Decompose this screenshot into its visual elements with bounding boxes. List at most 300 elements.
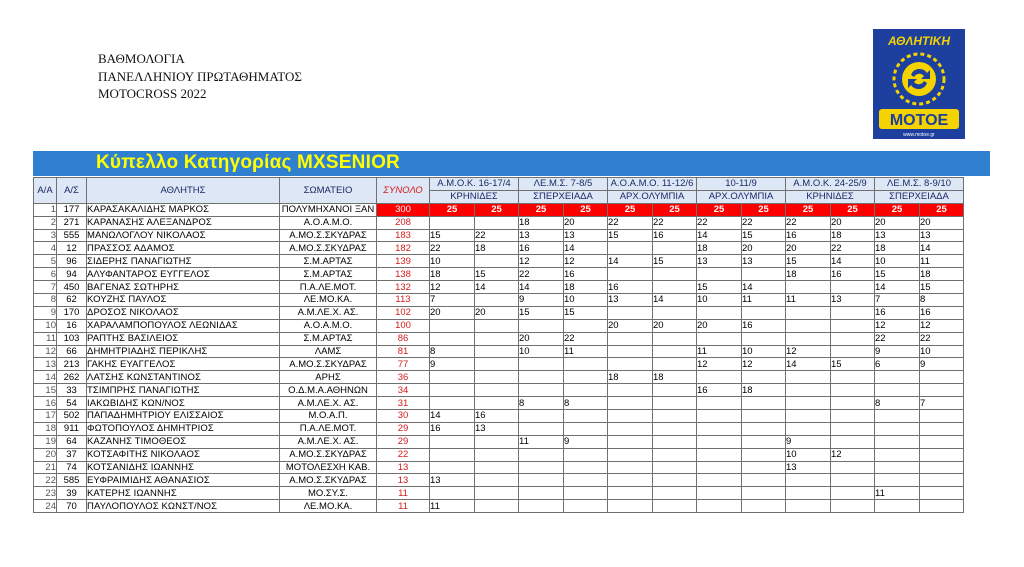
- race-points-cell: [519, 384, 564, 397]
- race-number-cell: 103: [57, 332, 87, 345]
- race-points-cell: [742, 435, 786, 448]
- race-points-cell: [475, 255, 519, 268]
- race-points-cell: 25: [653, 203, 697, 216]
- race-points-cell: [920, 422, 964, 435]
- race-points-cell: [920, 487, 964, 500]
- race-points-cell: 12: [564, 255, 608, 268]
- race-number-cell: 213: [57, 358, 87, 371]
- race-points-cell: [786, 384, 831, 397]
- race-points-cell: 16: [786, 229, 831, 242]
- club-cell: ΑΡΗΣ: [280, 371, 377, 384]
- race-points-cell: 18: [831, 229, 875, 242]
- table-row: [34, 281, 964, 294]
- race-points-cell: [742, 500, 786, 513]
- logo-top-text: ΑΘΛΗΤΙΚΗ: [888, 34, 950, 48]
- race-points-cell: 14: [742, 281, 786, 294]
- rank-cell: 9: [34, 306, 57, 319]
- event-header: Α.Μ.Ο.Κ. 16-17/4: [430, 178, 519, 191]
- race-points-cell: [831, 474, 875, 487]
- race-number-cell: 450: [57, 281, 87, 294]
- race-points-cell: 8: [920, 294, 964, 307]
- total-points-cell: 29: [377, 422, 430, 435]
- race-points-cell: [831, 306, 875, 319]
- club-cell: Α.Ο.Α.Μ.Ο.: [280, 216, 377, 229]
- race-points-cell: 10: [564, 294, 608, 307]
- race-points-cell: [831, 461, 875, 474]
- standings-table: [33, 177, 964, 513]
- rank-cell: 17: [34, 410, 57, 423]
- rank-cell: 14: [34, 371, 57, 384]
- race-points-cell: [653, 242, 697, 255]
- rank-cell: 20: [34, 448, 57, 461]
- race-points-cell: [831, 371, 875, 384]
- race-points-cell: 22: [831, 242, 875, 255]
- race-points-cell: 14: [831, 255, 875, 268]
- race-points-cell: 15: [786, 255, 831, 268]
- race-points-cell: 10: [697, 294, 742, 307]
- race-points-cell: 12: [920, 319, 964, 332]
- col-header-as: Α/Σ: [57, 178, 87, 204]
- club-cell: Σ.Μ.ΑΡΤΑΣ: [280, 255, 377, 268]
- race-points-cell: 6: [875, 358, 920, 371]
- table-row: [34, 384, 964, 397]
- race-points-cell: [608, 435, 653, 448]
- heading-line-3: MOTOCROSS 2022: [98, 86, 207, 101]
- race-points-cell: 15: [742, 229, 786, 242]
- race-points-cell: [697, 487, 742, 500]
- race-points-cell: 22: [475, 229, 519, 242]
- race-points-cell: [608, 410, 653, 423]
- table-row: [34, 306, 964, 319]
- table-row: [34, 242, 964, 255]
- race-points-cell: [875, 410, 920, 423]
- race-number-cell: 911: [57, 422, 87, 435]
- race-points-cell: [564, 474, 608, 487]
- race-points-cell: 12: [831, 448, 875, 461]
- race-points-cell: 22: [920, 332, 964, 345]
- athlete-name-cell: ΚΑΡΑΣΑΚΑΛΙΔΗΣ ΜΑΡΚΟΣ: [87, 203, 280, 216]
- race-number-cell: 177: [57, 203, 87, 216]
- race-points-cell: 11: [430, 500, 475, 513]
- race-number-cell: 96: [57, 255, 87, 268]
- race-points-cell: 16: [831, 268, 875, 281]
- race-points-cell: [742, 306, 786, 319]
- race-number-cell: 170: [57, 306, 87, 319]
- club-cell: Α.ΜΟ.Σ.ΣΚΥΔΡΑΣ: [280, 358, 377, 371]
- race-points-cell: 15: [564, 306, 608, 319]
- race-points-cell: 25: [475, 203, 519, 216]
- race-points-cell: [519, 410, 564, 423]
- race-number-cell: 94: [57, 268, 87, 281]
- race-points-cell: 16: [519, 242, 564, 255]
- race-points-cell: [697, 461, 742, 474]
- race-points-cell: 15: [608, 229, 653, 242]
- race-points-cell: 25: [430, 203, 475, 216]
- race-points-cell: 22: [697, 216, 742, 229]
- table-row: [34, 435, 964, 448]
- race-points-cell: [786, 500, 831, 513]
- race-points-cell: 14: [519, 281, 564, 294]
- athlete-name-cell: ΔΡΟΣΟΣ ΝΙΚΟΛΑΟΣ: [87, 306, 280, 319]
- race-points-cell: [697, 268, 742, 281]
- club-cell: ΛΑΜΣ: [280, 345, 377, 358]
- race-points-cell: 22: [430, 242, 475, 255]
- race-points-cell: 20: [519, 332, 564, 345]
- race-points-cell: 9: [564, 435, 608, 448]
- race-points-cell: [920, 461, 964, 474]
- race-points-cell: 10: [875, 255, 920, 268]
- table-row: [34, 487, 964, 500]
- table-row: [34, 229, 964, 242]
- race-points-cell: 11: [564, 345, 608, 358]
- race-points-cell: [608, 384, 653, 397]
- federation-logo: [873, 29, 965, 139]
- club-cell: Π.Α.ΛΕ.ΜΟΤ.: [280, 422, 377, 435]
- race-points-cell: [875, 461, 920, 474]
- heading-line-1: ΒΑΘΜΟΛΟΓΙΑ: [98, 51, 185, 66]
- race-points-cell: 16: [430, 422, 475, 435]
- total-points-cell: 13: [377, 461, 430, 474]
- race-points-cell: 18: [697, 242, 742, 255]
- athlete-name-cell: ΤΣΙΜΠΡΗΣ ΠΑΝΑΓΙΩΤΗΣ: [87, 384, 280, 397]
- athlete-name-cell: ΚΟΥΖΗΣ ΠΑΥΛΟΣ: [87, 294, 280, 307]
- race-points-cell: [608, 448, 653, 461]
- race-points-cell: [564, 422, 608, 435]
- race-points-cell: [786, 422, 831, 435]
- race-points-cell: 18: [920, 268, 964, 281]
- race-points-cell: 22: [564, 332, 608, 345]
- race-points-cell: [875, 474, 920, 487]
- athlete-name-cell: ΕΥΦΡΑΙΜΙΔΗΣ ΑΘΑΝΑΣΙΟΣ: [87, 474, 280, 487]
- athlete-name-cell: ΔΗΜΗΤΡΙΑΔΗΣ ΠΕΡΙΚΛΗΣ: [87, 345, 280, 358]
- race-points-cell: 15: [697, 281, 742, 294]
- race-points-cell: [430, 332, 475, 345]
- race-points-cell: [519, 500, 564, 513]
- race-points-cell: [475, 345, 519, 358]
- race-points-cell: [564, 319, 608, 332]
- race-points-cell: 25: [608, 203, 653, 216]
- race-number-cell: 39: [57, 487, 87, 500]
- race-points-cell: [742, 474, 786, 487]
- race-points-cell: 15: [519, 306, 564, 319]
- race-points-cell: 13: [697, 255, 742, 268]
- club-cell: ΠΟΛΥΜΗΧΑΝΟΙ ΞΑΝ: [280, 203, 377, 216]
- table-row: [34, 203, 964, 216]
- race-points-cell: [430, 319, 475, 332]
- race-points-cell: [653, 500, 697, 513]
- total-points-cell: 183: [377, 229, 430, 242]
- club-cell: Π.Α.ΛΕ.ΜΟΤ.: [280, 281, 377, 294]
- rank-cell: 8: [34, 294, 57, 307]
- race-points-cell: 8: [875, 397, 920, 410]
- athlete-name-cell: ΑΛΥΦΑΝΤΑΡΟΣ ΕΥΓΓΕΛΟΣ: [87, 268, 280, 281]
- club-cell: Μ.Ο.Α.Π.: [280, 410, 377, 423]
- race-points-cell: 22: [653, 216, 697, 229]
- athlete-name-cell: ΙΑΚΩΒΙΔΗΣ ΚΩΝ/ΝΟΣ: [87, 397, 280, 410]
- race-points-cell: 14: [475, 281, 519, 294]
- race-points-cell: [608, 500, 653, 513]
- race-points-cell: [786, 281, 831, 294]
- race-points-cell: 9: [875, 345, 920, 358]
- total-points-cell: 138: [377, 268, 430, 281]
- club-cell: ΜΟ.ΣΥ.Σ.: [280, 487, 377, 500]
- race-points-cell: 13: [519, 229, 564, 242]
- race-points-cell: [653, 474, 697, 487]
- race-points-cell: [920, 474, 964, 487]
- race-points-cell: 14: [608, 255, 653, 268]
- race-points-cell: 14: [653, 294, 697, 307]
- rank-cell: 12: [34, 345, 57, 358]
- race-points-cell: [653, 358, 697, 371]
- club-cell: ΜΟΤΟΛΕΣΧΗ ΚΑΒ.: [280, 461, 377, 474]
- event-header: ΛΕ.Μ.Σ. 7-8/5: [519, 178, 608, 191]
- race-points-cell: [653, 461, 697, 474]
- race-points-cell: [608, 461, 653, 474]
- heading-line-2: ΠΑΝΕΛΛΗΝΙΟΥ ΠΡΩΤΑΘΗΜΑΤΟΣ: [98, 68, 302, 84]
- race-points-cell: [831, 435, 875, 448]
- race-points-cell: [519, 487, 564, 500]
- race-points-cell: [430, 461, 475, 474]
- race-points-cell: 16: [875, 306, 920, 319]
- race-points-cell: 25: [564, 203, 608, 216]
- race-points-cell: 11: [786, 294, 831, 307]
- race-points-cell: [653, 435, 697, 448]
- table-row: [34, 371, 964, 384]
- race-points-cell: [786, 397, 831, 410]
- race-points-cell: [831, 345, 875, 358]
- document-heading: [98, 50, 302, 103]
- race-points-cell: [653, 281, 697, 294]
- race-points-cell: 25: [697, 203, 742, 216]
- race-points-cell: 16: [653, 229, 697, 242]
- rank-cell: 15: [34, 384, 57, 397]
- race-points-cell: [653, 332, 697, 345]
- race-points-cell: 14: [920, 242, 964, 255]
- race-points-cell: [831, 422, 875, 435]
- race-points-cell: 20: [564, 216, 608, 229]
- total-points-cell: 31: [377, 397, 430, 410]
- race-points-cell: [564, 500, 608, 513]
- total-points-cell: 77: [377, 358, 430, 371]
- athlete-name-cell: ΡΑΠΤΗΣ ΒΑΣΙΛΕΙΟΣ: [87, 332, 280, 345]
- category-banner: [33, 151, 990, 176]
- race-points-cell: [653, 397, 697, 410]
- race-points-cell: 15: [653, 255, 697, 268]
- race-points-cell: 25: [875, 203, 920, 216]
- race-points-cell: [742, 397, 786, 410]
- race-points-cell: 18: [475, 242, 519, 255]
- table-row: [34, 461, 964, 474]
- race-points-cell: [831, 384, 875, 397]
- race-points-cell: 20: [742, 242, 786, 255]
- race-points-cell: [920, 410, 964, 423]
- rank-cell: 22: [34, 474, 57, 487]
- rank-cell: 19: [34, 435, 57, 448]
- race-points-cell: [786, 474, 831, 487]
- race-points-cell: [430, 435, 475, 448]
- race-points-cell: [475, 371, 519, 384]
- race-points-cell: [564, 371, 608, 384]
- race-points-cell: [742, 461, 786, 474]
- race-points-cell: [564, 384, 608, 397]
- race-points-cell: [475, 294, 519, 307]
- race-points-cell: 9: [519, 294, 564, 307]
- race-points-cell: 8: [519, 397, 564, 410]
- race-number-cell: 74: [57, 461, 87, 474]
- race-points-cell: 13: [430, 474, 475, 487]
- race-points-cell: [875, 422, 920, 435]
- race-points-cell: [697, 371, 742, 384]
- race-points-cell: 14: [786, 358, 831, 371]
- race-points-cell: 8: [430, 345, 475, 358]
- race-points-cell: [519, 461, 564, 474]
- total-points-cell: 29: [377, 435, 430, 448]
- event-header: ΛΕ.Μ.Σ. 8-9/10: [875, 178, 964, 191]
- event-location: ΑΡΧ.ΟΛΥΜΠΙΑ: [608, 190, 697, 203]
- rank-cell: 4: [34, 242, 57, 255]
- rank-cell: 23: [34, 487, 57, 500]
- race-points-cell: 13: [920, 229, 964, 242]
- race-points-cell: [519, 358, 564, 371]
- race-points-cell: [742, 422, 786, 435]
- race-points-cell: [786, 371, 831, 384]
- race-points-cell: [608, 358, 653, 371]
- athlete-name-cell: ΚΑΤΕΡΗΣ ΙΩΑΝΝΗΣ: [87, 487, 280, 500]
- club-cell: Α.ΜΟ.Σ.ΣΚΥΔΡΑΣ: [280, 448, 377, 461]
- race-points-cell: [831, 487, 875, 500]
- race-points-cell: [564, 461, 608, 474]
- race-points-cell: [430, 371, 475, 384]
- race-points-cell: 13: [564, 229, 608, 242]
- athlete-name-cell: ΠΑΠΑΔΗΜΗΤΡΙΟΥ ΕΛΙΣΣΑΙΟΣ: [87, 410, 280, 423]
- race-points-cell: 16: [608, 281, 653, 294]
- race-points-cell: [920, 448, 964, 461]
- race-points-cell: 9: [920, 358, 964, 371]
- race-points-cell: 14: [430, 410, 475, 423]
- club-cell: ΛΕ.ΜΟ.ΚΑ.: [280, 500, 377, 513]
- race-number-cell: 585: [57, 474, 87, 487]
- header-row-events: [34, 178, 964, 191]
- rank-cell: 3: [34, 229, 57, 242]
- total-points-cell: 13: [377, 474, 430, 487]
- race-points-cell: 16: [920, 306, 964, 319]
- event-location: ΚΡΗΝΙΔΕΣ: [430, 190, 519, 203]
- athlete-name-cell: ΠΑΥΛΟΠΟΥΛΟΣ ΚΩΝΣΤ/ΝΟΣ: [87, 500, 280, 513]
- rank-cell: 13: [34, 358, 57, 371]
- race-points-cell: [742, 410, 786, 423]
- race-points-cell: 25: [519, 203, 564, 216]
- race-points-cell: [475, 461, 519, 474]
- rank-cell: 11: [34, 332, 57, 345]
- club-cell: Σ.Μ.ΑΡΤΑΣ: [280, 332, 377, 345]
- race-points-cell: 18: [564, 281, 608, 294]
- athlete-name-cell: ΚΟΤΣΑΝΙΔΗΣ ΙΩΑΝΝΗΣ: [87, 461, 280, 474]
- race-points-cell: 10: [920, 345, 964, 358]
- race-points-cell: [430, 487, 475, 500]
- race-points-cell: 18: [742, 384, 786, 397]
- race-points-cell: [786, 319, 831, 332]
- race-points-cell: 18: [430, 268, 475, 281]
- total-points-cell: 300: [377, 203, 430, 216]
- race-points-cell: 20: [831, 216, 875, 229]
- race-points-cell: [608, 332, 653, 345]
- total-points-cell: 11: [377, 500, 430, 513]
- athlete-name-cell: ΒΑΓΕΝΑΣ ΣΩΤΗΡΗΣ: [87, 281, 280, 294]
- race-points-cell: [697, 397, 742, 410]
- race-points-cell: [653, 384, 697, 397]
- total-points-cell: 139: [377, 255, 430, 268]
- race-points-cell: 14: [875, 281, 920, 294]
- race-points-cell: [653, 410, 697, 423]
- race-number-cell: 37: [57, 448, 87, 461]
- race-points-cell: 16: [697, 384, 742, 397]
- race-points-cell: [430, 397, 475, 410]
- event-header: Α.Μ.Ο.Κ. 24-25/9: [786, 178, 875, 191]
- race-points-cell: 7: [430, 294, 475, 307]
- race-points-cell: [519, 448, 564, 461]
- race-points-cell: [564, 410, 608, 423]
- table-row: [34, 255, 964, 268]
- race-points-cell: [831, 319, 875, 332]
- rank-cell: 24: [34, 500, 57, 513]
- rank-cell: 21: [34, 461, 57, 474]
- club-cell: Α.ΜΟ.Σ.ΣΚΥΔΡΑΣ: [280, 242, 377, 255]
- club-cell: Σ.Μ.ΑΡΤΑΣ: [280, 268, 377, 281]
- race-points-cell: 22: [786, 216, 831, 229]
- category-title: Κύπελλο Κατηγορίας MXSENIOR: [96, 152, 400, 173]
- race-points-cell: 18: [608, 371, 653, 384]
- race-points-cell: [608, 422, 653, 435]
- race-number-cell: 262: [57, 371, 87, 384]
- race-points-cell: 25: [831, 203, 875, 216]
- col-header-total: ΣΥΝΟΛΟ: [377, 178, 430, 204]
- race-points-cell: [920, 500, 964, 513]
- race-points-cell: 13: [742, 255, 786, 268]
- race-points-cell: [831, 397, 875, 410]
- logo-url-text: www.motoe.gr: [903, 132, 935, 138]
- event-location: ΑΡΧ.ΟΛΥΜΠΙΑ: [697, 190, 786, 203]
- event-location: ΣΠΕΡΧΕΙΑΔΑ: [519, 190, 608, 203]
- race-points-cell: [697, 500, 742, 513]
- race-points-cell: 13: [831, 294, 875, 307]
- race-number-cell: 66: [57, 345, 87, 358]
- race-points-cell: [742, 268, 786, 281]
- race-points-cell: 9: [430, 358, 475, 371]
- col-header-aa: Α/Α: [34, 178, 57, 204]
- club-cell: Α.Ο.Α.Μ.Ο.: [280, 319, 377, 332]
- race-points-cell: [831, 410, 875, 423]
- race-points-cell: 15: [920, 281, 964, 294]
- table-row: [34, 319, 964, 332]
- race-points-cell: [786, 487, 831, 500]
- race-points-cell: [786, 306, 831, 319]
- race-points-cell: [608, 474, 653, 487]
- race-points-cell: 16: [742, 319, 786, 332]
- total-points-cell: 11: [377, 487, 430, 500]
- rank-cell: 2: [34, 216, 57, 229]
- race-points-cell: [430, 448, 475, 461]
- race-points-cell: 20: [475, 306, 519, 319]
- total-points-cell: 208: [377, 216, 430, 229]
- table-row: [34, 332, 964, 345]
- race-points-cell: [831, 281, 875, 294]
- race-number-cell: 555: [57, 229, 87, 242]
- rank-cell: 10: [34, 319, 57, 332]
- race-points-cell: [475, 487, 519, 500]
- race-points-cell: 18: [653, 371, 697, 384]
- race-points-cell: 22: [875, 332, 920, 345]
- race-points-cell: [875, 435, 920, 448]
